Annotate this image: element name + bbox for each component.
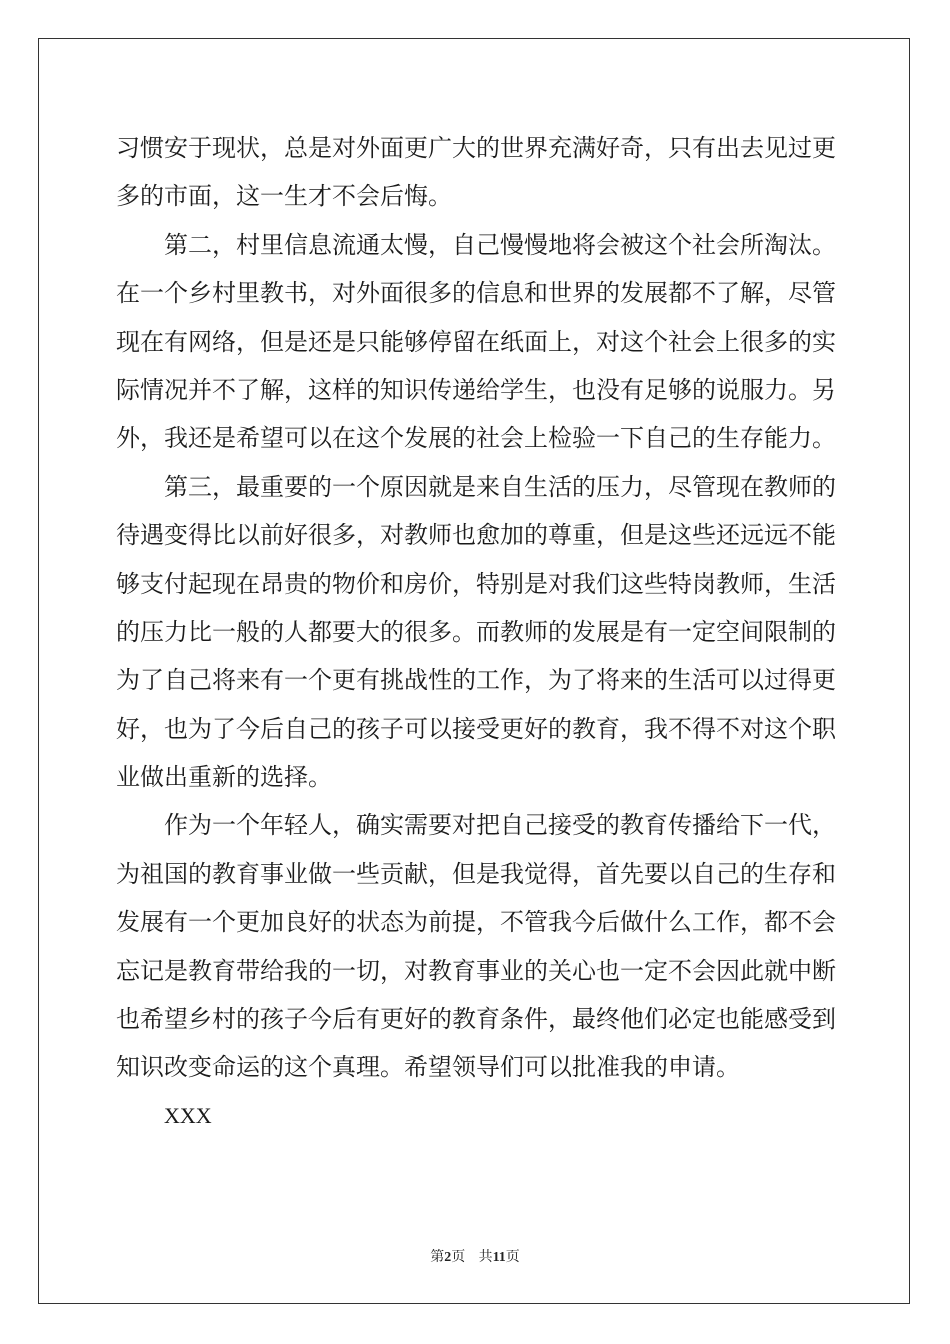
page-footer: [0, 1246, 950, 1266]
text-line: 作为一个年轻人，确实需要对把自己接受的教育传播给下一代，: [164, 811, 836, 840]
text-line: 外，我还是希望可以在这个发展的社会上检验一下自己的生存能力。: [116, 424, 836, 453]
text-line: 现在有网络，但是还是只能够停留在纸面上，对这个社会上很多的实: [116, 327, 836, 356]
text-line: 待遇变得比以前好很多，对教师也愈加的尊重，但是这些还远远不能: [116, 521, 836, 550]
text-line: 够支付起现在昂贵的物价和房价，特别是对我们这些特岗教师，生活: [116, 569, 836, 598]
text-line: 也希望乡村的孩子今后有更好的教育条件，最终他们必定也能感受到: [116, 1005, 836, 1034]
text-line: 忘记是教育带给我的一切，对教育事业的关心也一定不会因此就中断: [116, 956, 836, 985]
signature: XXX: [164, 1102, 212, 1128]
page-prefix: 第: [430, 1249, 445, 1265]
text-line: 知识改变命运的这个真理。希望领导们可以批准我的申请。: [116, 1053, 740, 1082]
text-line: 为祖国的教育事业做一些贡献，但是我觉得，首先要以自己的生存和: [116, 859, 836, 888]
total-pages: 11: [492, 1250, 506, 1265]
total-prefix: 共: [478, 1249, 493, 1265]
document-body: [116, 124, 836, 1140]
text-line: 际情况并不了解，这样的知识传递给学生，也没有足够的说服力。另: [116, 375, 836, 404]
page-suffix: 页: [451, 1249, 466, 1265]
text-line: 的压力比一般的人都要大的很多。而教师的发展是有一定空间限制的: [116, 617, 836, 646]
total-suffix: 页: [505, 1249, 520, 1265]
text-line: 好，也为了今后自己的孩子可以接受更好的教育，我不得不对这个职: [116, 714, 836, 743]
text-line: 多的市面，这一生才不会后悔。: [116, 182, 452, 211]
text-line: 第二，村里信息流通太慢，自己慢慢地将会被这个社会所淘汰。: [164, 230, 836, 259]
text-line: 业做出重新的选择。: [116, 763, 332, 792]
text-line: 在一个乡村里教书，对外面很多的信息和世界的发展都不了解，尽管: [116, 279, 836, 308]
page-number: 2: [444, 1250, 452, 1265]
text-line: 习惯安于现状，总是对外面更广大的世界充满好奇，只有出去见过更: [116, 134, 836, 162]
text-line: 为了自己将来有一个更有挑战性的工作，为了将来的生活可以过得更: [116, 666, 836, 695]
text-line: 发展有一个更加良好的状态为前提，不管我今后做什么工作，都不会: [116, 908, 836, 937]
text-line: 第三，最重要的一个原因就是来自生活的压力，尽管现在教师的: [164, 472, 836, 501]
